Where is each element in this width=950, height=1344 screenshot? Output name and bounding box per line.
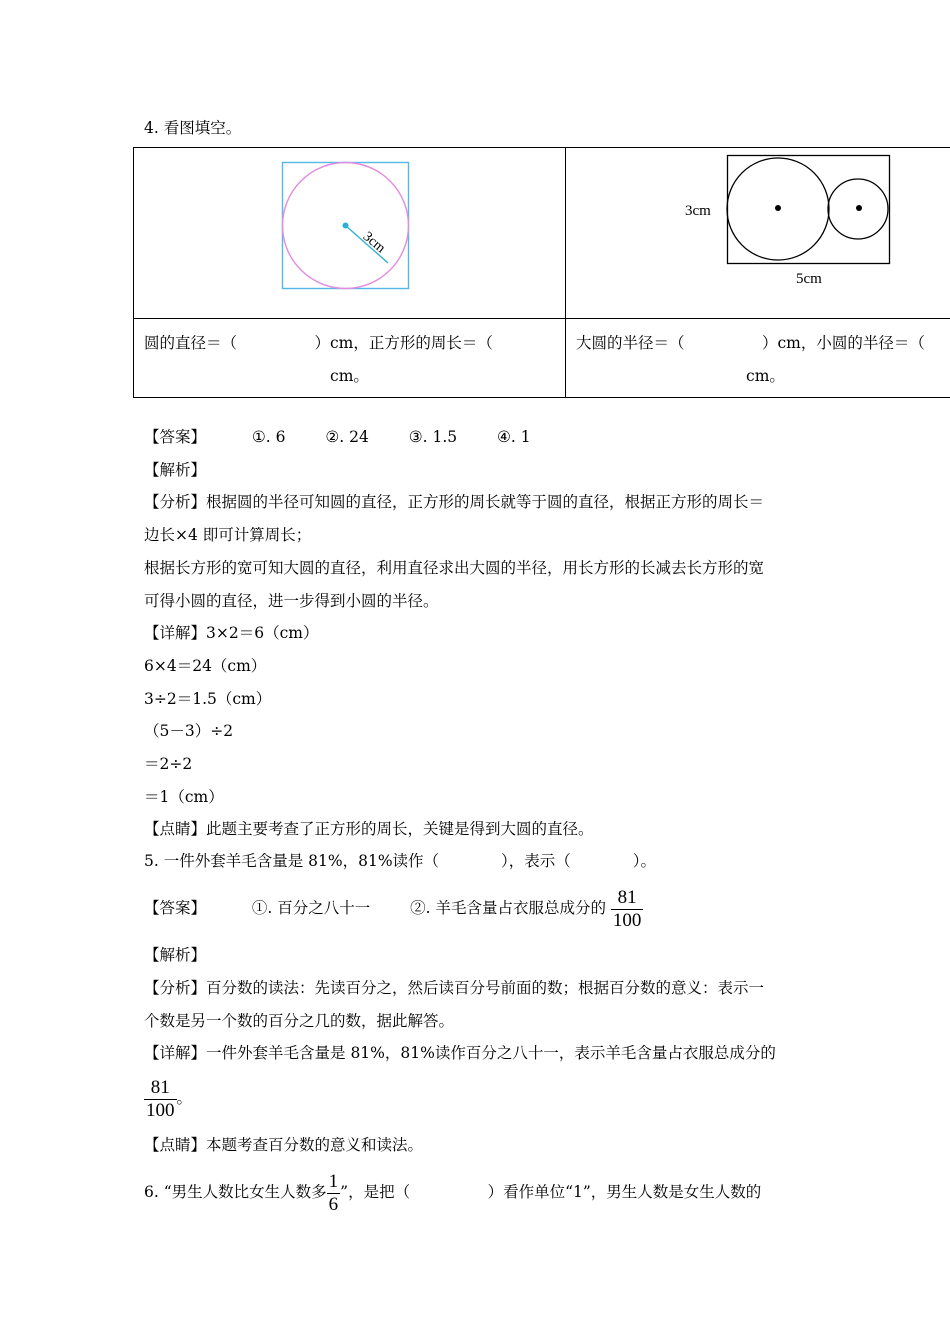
rectangle-outline (728, 156, 890, 264)
dianjing-text: 本题考查百分数的意义和读法。 (206, 1136, 424, 1154)
fill-line-1: 大圆的半径＝（ ）cm，小圆的半径＝（ (576, 334, 925, 352)
q5-answer-row (144, 884, 643, 932)
q4-xiangjie-line-1 (144, 622, 318, 644)
dianjing-label: 【点睛】 (144, 820, 207, 838)
question-6-title (144, 1168, 761, 1216)
dianjing-label: 【点睛】 (144, 1136, 207, 1154)
q5-xiangjie (144, 1042, 776, 1064)
answer-label: 【答案】 (144, 899, 207, 917)
fenxi-text: 根据圆的半径可知圆的直径，正方形的周长就等于圆的直径，根据正方形的周长＝ (206, 493, 765, 511)
step-1: 3×2＝6（cm） (206, 624, 319, 642)
fenxi-text: 百分数的读法：先读百分之，然后读百分号前面的数；根据百分数的意义：表示一 (206, 979, 765, 997)
fill-cell-1 (134, 319, 566, 398)
fraction-1-6 (327, 1171, 341, 1216)
q4-fenxi-line-3: 根据长方形的宽可知大圆的直径，利用直径求出大圆的半径，用长方形的长减去长方形的宽 (144, 559, 765, 577)
figure-cell-2 (566, 148, 950, 319)
fraction-denominator: 100 (146, 1099, 175, 1121)
step-6: ＝1（cm） (144, 788, 224, 806)
fill-line-2: cm。 (746, 367, 785, 385)
fill-line-1: 圆的直径＝（ ）cm，正方形的周长＝（ (144, 334, 493, 352)
fill-cell-2 (566, 319, 950, 398)
answer-2: ②. 羊毛含量占衣服总成分的 (410, 899, 606, 917)
fraction-denominator: 6 (328, 1193, 339, 1215)
answer-3: ③. 1.5 (408, 428, 458, 446)
big-circle-center (775, 205, 781, 211)
q4-fenxi-line-2: 边长×4 即可计算周长； (144, 526, 312, 544)
step-3: 3÷2＝1.5（cm） (144, 690, 272, 708)
q5-fenxi-line-2: 个数是另一个数的百分之几的数，据此解答。 (144, 1012, 455, 1030)
two-circles-in-rectangle-figure (566, 148, 950, 314)
radius-label: 3cm (359, 229, 388, 257)
q4-fenxi-line-1 (144, 491, 764, 513)
q4-fenxi-line-4: 可得小圆的直径，进一步得到小圆的半径。 (144, 592, 439, 610)
q5-dianjing (144, 1134, 423, 1156)
q5-jiexi: 【解析】 (144, 946, 207, 964)
xiangjie-label: 【详解】 (144, 1044, 207, 1062)
q6-prefix: 6. “男生人数比女生人数多 (144, 1183, 327, 1201)
q4-jiexi: 【解析】 (144, 461, 207, 479)
circle-in-square-figure (134, 148, 565, 314)
fraction-denominator: 100 (612, 909, 642, 931)
question-4-table (133, 147, 950, 398)
question-4-title: 4. 看图填空。 (144, 119, 242, 137)
answer-label: 【答案】 (144, 428, 207, 446)
length-label: 5cm (796, 271, 822, 287)
answer-1: ①. 6 (251, 428, 286, 446)
step-5: ＝2÷2 (144, 755, 193, 773)
fraction-numerator: 1 (328, 1170, 339, 1192)
answer-2: ②. 24 (325, 428, 369, 446)
fenxi-label: 【分析】 (144, 493, 207, 511)
dianjing-text: 此题主要考查了正方形的周长，关键是得到大圆的直径。 (206, 820, 594, 838)
fraction-81-100 (144, 1077, 177, 1122)
answer-1: ①. 百分之八十一 (251, 899, 371, 917)
xiangjie-label: 【详解】 (144, 624, 207, 642)
question-5-title: 5. 一件外套羊毛含量是 81%，81%读作（ ），表示（ ）。 (144, 852, 657, 870)
fraction-numerator: 81 (611, 887, 644, 910)
fenxi-label: 【分析】 (144, 979, 207, 997)
q5-xiangjie-fraction (144, 1074, 192, 1122)
xiangjie-text: 一件外套羊毛含量是 81%，81%读作百分之八十一，表示羊毛含量占衣服总成分的 (206, 1044, 776, 1062)
step-2: 6×4＝24（cm） (144, 657, 267, 675)
figure-cell-1 (134, 148, 566, 319)
answer-4: ④. 1 (497, 428, 531, 446)
fill-line-2: cm。 (330, 367, 369, 385)
q4-answer-row (144, 426, 531, 448)
small-circle-center (856, 205, 862, 211)
fraction-81-100 (611, 887, 644, 932)
q4-dianjing (144, 818, 594, 840)
width-label: 3cm (685, 203, 711, 219)
q5-fenxi-line-1 (144, 977, 764, 999)
center-dot (343, 223, 349, 229)
fraction-numerator: 81 (144, 1077, 177, 1100)
q6-suffix: ”，是把（ ）看作单位“1”，男生人数是女生人数的 (340, 1183, 762, 1201)
step-4: （5－3）÷2 (144, 722, 234, 740)
period: 。 (176, 1089, 193, 1107)
